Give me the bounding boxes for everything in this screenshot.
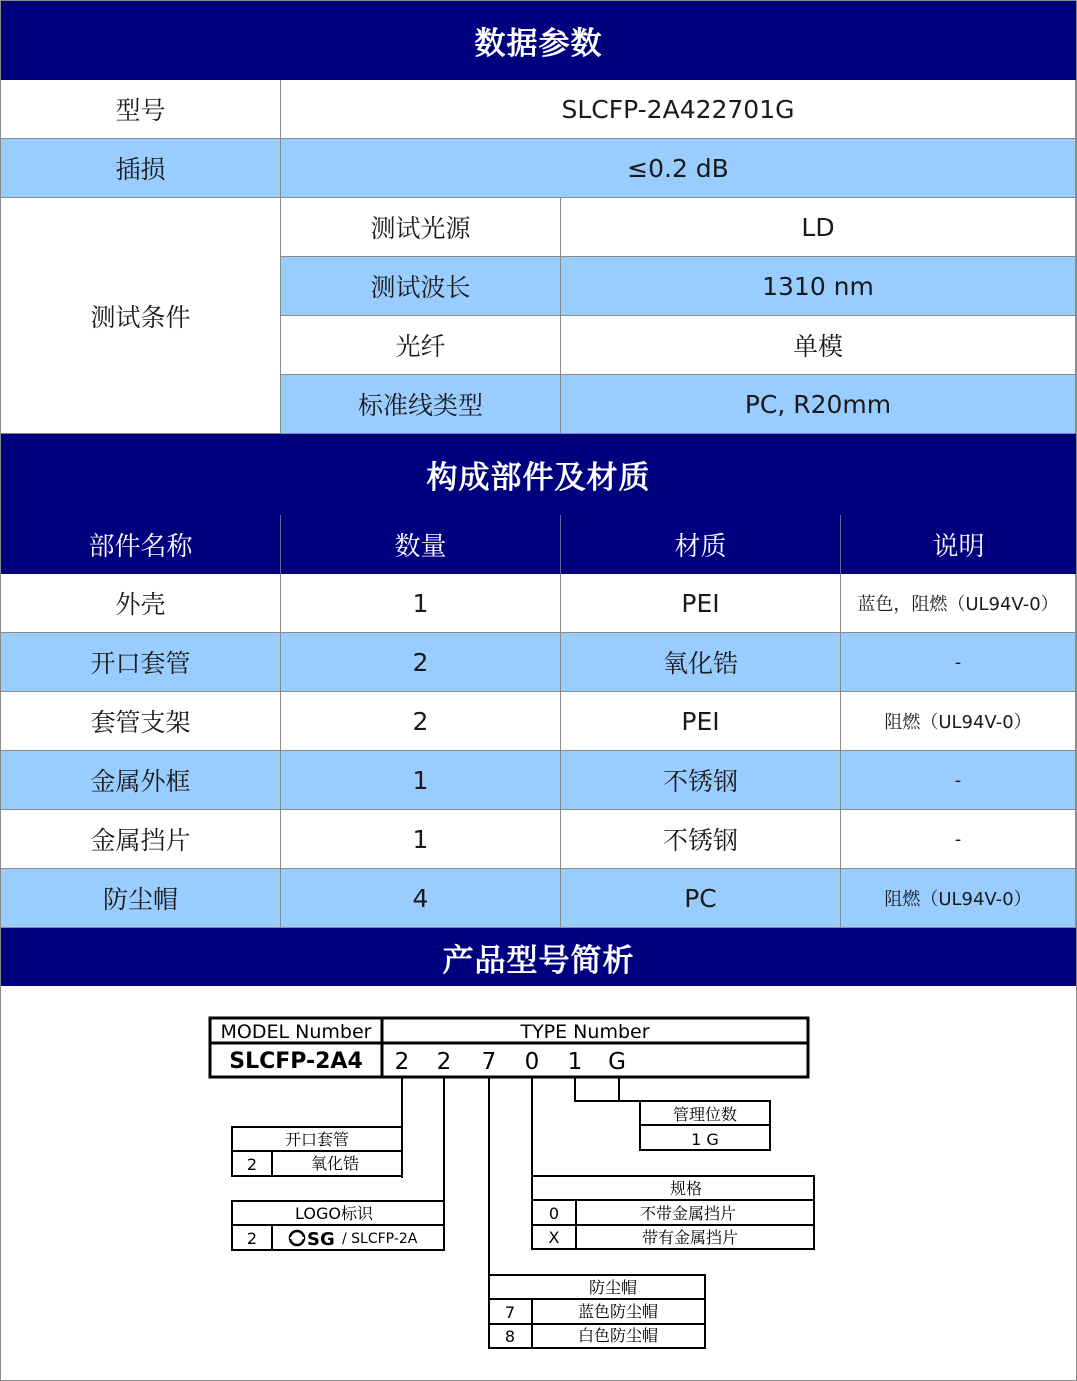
table-cell: 蓝色，阻燃（UL94V-0） [841, 574, 1076, 633]
table-cell: - [841, 633, 1076, 692]
table-cell: 防尘帽 [1, 869, 281, 928]
test-wavelength-value: 1310 nm [561, 257, 1076, 316]
table-cell: 开口套管 [1, 633, 281, 692]
spec-box-code: X [548, 1228, 560, 1247]
table-cell: PEI [561, 574, 841, 633]
table-cell: 1 [281, 810, 561, 869]
cap-box-value: 蓝色防尘帽 [577, 1302, 659, 1321]
table-cell: 2 [281, 633, 561, 692]
table-cell: - [841, 751, 1076, 810]
table-cell: 1 [281, 751, 561, 810]
table-cell: 套管支架 [1, 692, 281, 751]
table-cell: PEI [561, 692, 841, 751]
model-label: 型号 [1, 80, 281, 139]
cap-box-value: 白色防尘帽 [577, 1326, 659, 1345]
col-header-description: 说明 [841, 515, 1076, 574]
logo-box-code: 2 [246, 1229, 258, 1248]
logo-box-title: LOGO标识 [295, 1204, 373, 1223]
type-digit: 1 [567, 1049, 583, 1075]
table-cell: 不锈钢 [561, 810, 841, 869]
type-digit: 7 [481, 1049, 497, 1075]
table-cell: 阻燃（UL94V-0） [841, 869, 1076, 928]
table-cell: 氧化锆 [561, 633, 841, 692]
logo-text: SG [307, 1229, 335, 1250]
sleeve-box-value: 氧化锆 [310, 1154, 360, 1173]
col-header-material: 材质 [561, 515, 841, 574]
table-cell: PC [561, 869, 841, 928]
spec-box-value: 带有金属挡片 [641, 1228, 739, 1247]
table-cell: 4 [281, 869, 561, 928]
table-cell: 外壳 [1, 574, 281, 633]
model-value: SLCFP-2A422701G [281, 80, 1076, 139]
table-cell: 1 [281, 574, 561, 633]
type-digit: 0 [524, 1049, 540, 1075]
spec-box-code: 0 [548, 1204, 560, 1223]
fiber-value: 单模 [561, 316, 1076, 375]
fiber-label: 光纤 [281, 316, 561, 375]
model-number-diagram [0, 986, 1077, 1381]
logo-box-value: / SLCFP-2A [342, 1231, 418, 1247]
type-digit: 2 [436, 1049, 452, 1075]
cap-box-code: 7 [504, 1303, 516, 1322]
model-number-header: MODEL Number [220, 1021, 372, 1043]
insertion-loss-value: ≤0.2 dB [281, 139, 1076, 198]
col-header-quantity: 数量 [281, 515, 561, 574]
table-cell: 2 [281, 692, 561, 751]
cable-type-value: PC, R20mm [561, 375, 1076, 434]
type-digit: G [608, 1049, 626, 1075]
table-cell: 阻燃（UL94V-0） [841, 692, 1076, 751]
spec-box-value: 不带金属挡片 [639, 1204, 737, 1223]
col-header-part-name: 部件名称 [1, 515, 281, 574]
sg-logo-icon [290, 1231, 304, 1245]
section-title-data-params: 数据参数 [1, 1, 1076, 80]
sleeve-box-title: 开口套管 [284, 1130, 350, 1149]
test-wavelength-label: 测试波长 [281, 257, 561, 316]
type-number-header: TYPE Number [520, 1021, 650, 1043]
cap-box-code: 8 [504, 1327, 516, 1346]
test-light-source-label: 测试光源 [281, 198, 561, 257]
model-number-value: SLCFP-2A4 [229, 1049, 363, 1074]
cap-box-title: 防尘帽 [588, 1278, 638, 1297]
spec-box-title: 规格 [669, 1179, 703, 1198]
table-cell: 金属外框 [1, 751, 281, 810]
pipe-box-value: 1 G [691, 1130, 719, 1149]
table-cell: 金属挡片 [1, 810, 281, 869]
table-cell: 不锈钢 [561, 751, 841, 810]
section-title-components: 构成部件及材质 [1, 434, 1076, 515]
type-digit: 2 [394, 1049, 410, 1075]
test-conditions-label: 测试条件 [1, 198, 281, 434]
insertion-loss-label: 插损 [1, 139, 281, 198]
pipe-box-title: 管理位数 [672, 1105, 738, 1124]
sleeve-box-code: 2 [246, 1155, 258, 1174]
cable-type-label: 标准线类型 [281, 375, 561, 434]
test-light-source-value: LD [561, 198, 1076, 257]
table-cell: - [841, 810, 1076, 869]
section-title-model-analysis: 产品型号简析 [1, 928, 1076, 986]
